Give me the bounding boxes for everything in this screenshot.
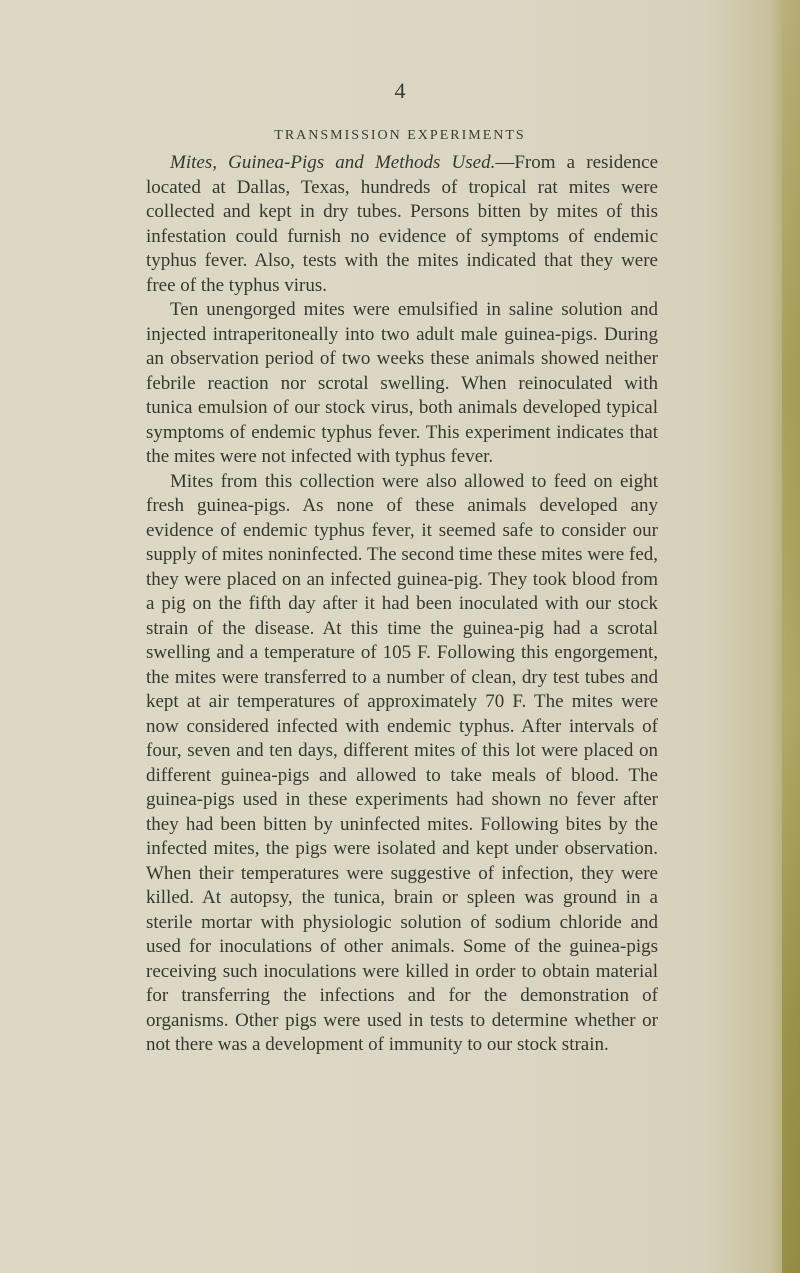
- running-head: TRANSMISSION EXPERIMENTS: [274, 128, 526, 143]
- paragraph-1-text: —From a residence located at Dallas, Texas, hundreds of tropical rat mites were collected and kept in dry tubes. Persons bitten by mites of this infestation could furnish no evidence of symptoms of endemic typhus fever. Also, tests with the mites indicated that they were free of the typhus virus.: [146, 152, 659, 296]
- paragraph-3: Mites from this collection were also allowed to feed on eight fresh guinea-pigs. As none of these animals developed any evidence of endemic typhus fever, it seemed safe to consider our supply of mites noninfected. The second time these mites were fed, they were placed on an infected guinea-pig. They took blood from a pig on the fifth day after it had been inoculated with our stock strain of the disease. At this time the guinea-pig had a scrotal swelling and a temperature of 105 F. Following this engorgement, the mites were transferred to a number of clean, dry test tubes and kept at air temperatures of approximately 70 F. The mites were now considered infected with endemic typhus. After intervals of four, seven and ten days, different mites of this lot were placed on different guinea-pigs and allowed to take meals of blood. The guinea-pigs used in these experiments had shown no fever after they had been bitten by uninfected mites. Following bites by the infected mites, the pigs were isolated and kept under observation. When their temperatures were suggestive of infection, they were killed. At autopsy, the tunica, brain or spleen was ground in a sterile mortar with physiologic solution of sodium chloride and used for inoculations of other animals. Some of the guinea-pigs receiving such inoculations were killed in order to obtain material for transferring the infections and for the demonstration of organisms. Other pigs were used in tests to determine whether or not there was a development of immunity to our stock strain.: [146, 470, 658, 1055]
- section-subheading: Mites, Guinea-Pigs and Methods Used.: [170, 152, 496, 173]
- page-edge-stain: [782, 0, 800, 1273]
- page-number: 4: [394, 78, 406, 103]
- paragraph-2: Ten unengorged mites were emulsified in saline solution and injected intraperitoneally into two adult male guinea-pigs. During an observation period of two weeks these animals showed neither febrile reaction nor scrotal swelling. When reinoculated with tunica emulsion of our stock virus, both animals developed typical symptoms of endemic typhus fever. This experiment indicates that the mites were not infected with typhus fever.: [146, 299, 658, 467]
- paragraph-1: [146, 151, 658, 298]
- body-text: [146, 151, 658, 1058]
